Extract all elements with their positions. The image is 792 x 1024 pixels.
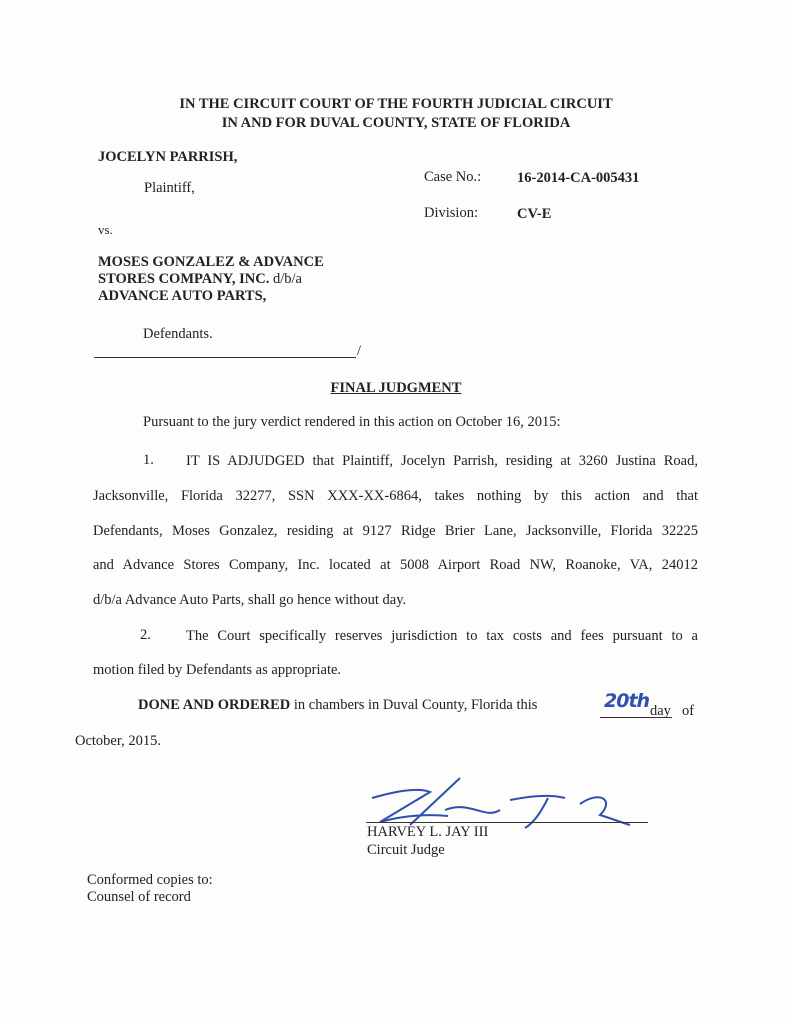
of-word: of [682,703,695,719]
done-and-ordered-label: DONE AND ORDERED [138,697,291,713]
defendant-line2 [98,271,302,288]
signature-line [366,822,648,823]
plaintiff-role: Plaintiff, [144,180,195,196]
defendant-line2-bold: STORES COMPANY, INC. [98,271,270,287]
defendant-line3: ADVANCE AUTO PARTS, [98,288,267,304]
paragraph-1-line-3: Defendants, Moses Gonzalez, residing at 9127 Ridge Brier Lane, Jacksonville, Florida 32225 [93,523,698,539]
paragraph-1-line-1: IT IS ADJUDGED that Plaintiff, Jocelyn Parrish, residing at 3260 Justina Road, [186,453,698,469]
paragraph-1-line-2: Jacksonville, Florida 32277, SSN XXX-XX-6864, takes nothing by this action and that [93,488,698,504]
judge-name: HARVEY L. JAY III [367,824,489,840]
conformed-copies-label: Conformed copies to: [87,872,213,888]
handwritten-day: 20th [604,690,650,712]
done-and-ordered-text: in chambers in Duval County, Florida this [290,697,538,713]
paragraph-1-line-4: and Advance Stores Company, Inc. located at 5008 Airport Road NW, Roanoke, VA, 24012 [93,557,698,573]
versus-label: vs. [98,222,113,237]
defendant-line2-tail: d/b/a [269,271,302,287]
intro-sentence: Pursuant to the jury verdict rendered in this action on October 16, 2015: [143,414,561,430]
paragraph-1-number: 1. [143,452,154,468]
counsel-of-record: Counsel of record [87,889,191,905]
day-word: day [650,703,671,719]
caption-rule [94,357,356,358]
court-heading-line2: IN AND FOR DUVAL COUNTY, STATE OF FLORIDA [221,115,571,131]
paragraph-2-line-2: motion filed by Defendants as appropriate. [93,662,342,678]
plaintiff-name: JOCELYN PARRISH, [98,149,238,165]
division-label: Division: [424,205,478,221]
paragraph-2-number: 2. [140,627,151,643]
defendant-line1: MOSES GONZALEZ & ADVANCE [98,254,324,270]
division-value: CV-E [517,206,552,222]
caption-slash: / [357,343,362,359]
done-and-ordered-line-2: October, 2015. [75,733,161,749]
defendant-role: Defendants. [143,326,213,342]
done-and-ordered-line [138,697,537,714]
document-title: FINAL JUDGMENT [330,380,462,396]
paragraph-2-line-1: The Court specifically reserves jurisdiction to tax costs and fees pursuant to a [186,628,698,644]
court-heading-line1: IN THE CIRCUIT COURT OF THE FOURTH JUDICIAL CIRCUIT [179,96,613,112]
case-number-value: 16-2014-CA-005431 [517,170,640,186]
paragraph-1-line-5: d/b/a Advance Auto Parts, shall go hence without day. [93,592,407,608]
judge-title: Circuit Judge [367,842,445,858]
case-number-label: Case No.: [424,169,482,185]
day-blank-line [600,717,672,718]
